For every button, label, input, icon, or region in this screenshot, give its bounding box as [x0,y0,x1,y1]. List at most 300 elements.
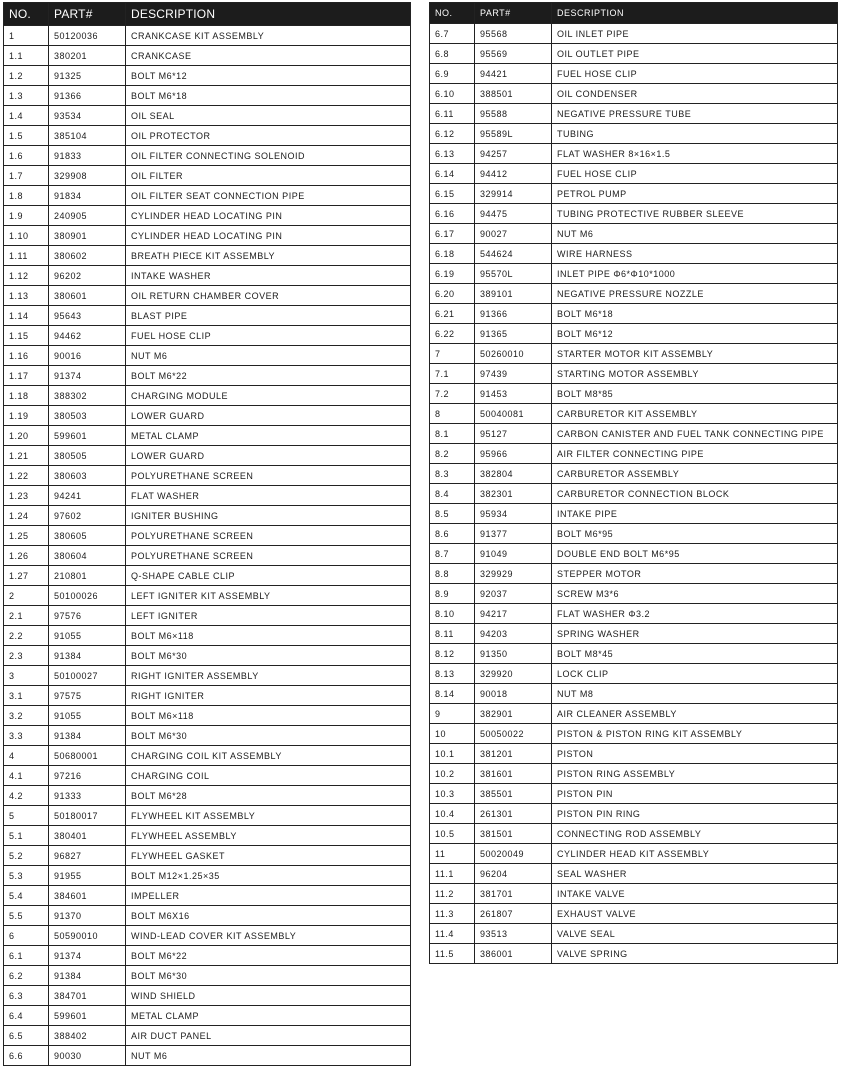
cell-no: 6 [4,926,49,946]
cell-part-number: 380201 [49,46,126,66]
table-row [4,246,411,266]
cell-no: 5.3 [4,866,49,886]
table-row [4,26,411,46]
cell-no: 1.9 [4,206,49,226]
cell-description: CARBON CANISTER AND FUEL TANK CONNECTING PIPE [552,424,838,444]
cell-part-number: 92037 [475,584,552,604]
table-row [4,266,411,286]
cell-part-number: 97439 [475,364,552,384]
cell-part-number: 94241 [49,486,126,506]
cell-description: POLYURETHANE SCREEN [126,526,411,546]
cell-part-number: 381601 [475,764,552,784]
cell-description: PISTON PIN [552,784,838,804]
cell-description: FLYWHEEL ASSEMBLY [126,826,411,846]
table-row [4,546,411,566]
cell-description: NEGATIVE PRESSURE NOZZLE [552,284,838,304]
cell-no: 8.10 [430,604,475,624]
cell-no: 6.10 [430,84,475,104]
cell-no: 2.2 [4,626,49,646]
cell-description: PETROL PUMP [552,184,838,204]
cell-part-number: 50100026 [49,586,126,606]
cell-part-number: 50120036 [49,26,126,46]
cell-no: 1.4 [4,106,49,126]
cell-no: 8.7 [430,544,475,564]
cell-part-number: 382804 [475,464,552,484]
cell-part-number: 95588 [475,104,552,124]
cell-no: 1.17 [4,366,49,386]
table-row [4,506,411,526]
cell-part-number: 382901 [475,704,552,724]
cell-part-number: 91384 [49,646,126,666]
cell-description: IMPELLER [126,886,411,906]
cell-no: 4.1 [4,766,49,786]
header-description: DESCRIPTION [552,3,838,24]
cell-description: CONNECTING ROD ASSEMBLY [552,824,838,844]
table-row [430,484,838,504]
table-row [4,326,411,346]
table-row [4,306,411,326]
table-row [4,586,411,606]
cell-no: 3.1 [4,686,49,706]
table-row [430,844,838,864]
cell-part-number: 91325 [49,66,126,86]
table-row [4,566,411,586]
cell-no: 6.20 [430,284,475,304]
cell-description: BOLT M6×118 [126,626,411,646]
cell-part-number: 50260010 [475,344,552,364]
table-row [430,44,838,64]
cell-description: BLAST PIPE [126,306,411,326]
cell-no: 8.14 [430,684,475,704]
cell-description: FUEL HOSE CLIP [552,64,838,84]
cell-description: CRANKCASE KIT ASSEMBLY [126,26,411,46]
cell-description: PISTON & PISTON RING KIT ASSEMBLY [552,724,838,744]
cell-part-number: 91350 [475,644,552,664]
cell-part-number: 385104 [49,126,126,146]
cell-part-number: 94475 [475,204,552,224]
table-row [430,264,838,284]
cell-no: 8 [430,404,475,424]
cell-description: OIL SEAL [126,106,411,126]
cell-no: 10.5 [430,824,475,844]
cell-description: CRANKCASE [126,46,411,66]
cell-part-number: 240905 [49,206,126,226]
table-row [430,344,838,364]
cell-description: BOLT M6*30 [126,726,411,746]
cell-part-number: 91366 [49,86,126,106]
table-row [430,164,838,184]
table-row [4,1046,411,1066]
table-row [430,884,838,904]
cell-no: 8.11 [430,624,475,644]
table-row [4,746,411,766]
cell-no: 1.10 [4,226,49,246]
table-row [4,1006,411,1026]
cell-description: BOLT M12×1.25×35 [126,866,411,886]
cell-no: 6.12 [430,124,475,144]
cell-description: DOUBLE END BOLT M6*95 [552,544,838,564]
table-row [430,444,838,464]
cell-description: POLYURETHANE SCREEN [126,466,411,486]
cell-no: 1.23 [4,486,49,506]
cell-no: 2.3 [4,646,49,666]
cell-description: POLYURETHANE SCREEN [126,546,411,566]
cell-description: CHARGING COIL [126,766,411,786]
cell-part-number: 380604 [49,546,126,566]
table-row [430,84,838,104]
cell-description: LOCK CLIP [552,664,838,684]
cell-description: BOLT M6*22 [126,366,411,386]
cell-part-number: 388501 [475,84,552,104]
cell-no: 1.11 [4,246,49,266]
cell-part-number: 96827 [49,846,126,866]
cell-part-number: 50020049 [475,844,552,864]
cell-no: 11.2 [430,884,475,904]
cell-description: VALVE SPRING [552,944,838,964]
cell-part-number: 381201 [475,744,552,764]
cell-no: 6.4 [4,1006,49,1026]
cell-part-number: 261807 [475,904,552,924]
table-header-row [4,3,411,26]
cell-description: PISTON PIN RING [552,804,838,824]
cell-no: 5 [4,806,49,826]
table-row [4,686,411,706]
cell-part-number: 90030 [49,1046,126,1066]
cell-no: 7.2 [430,384,475,404]
cell-description: METAL CLAMP [126,426,411,446]
cell-part-number: 95570L [475,264,552,284]
cell-no: 7 [430,344,475,364]
cell-part-number: 380401 [49,826,126,846]
cell-part-number: 599601 [49,1006,126,1026]
cell-no: 6.15 [430,184,475,204]
cell-no: 11 [430,844,475,864]
cell-description: IGNITER BUSHING [126,506,411,526]
cell-part-number: 94462 [49,326,126,346]
cell-no: 6.16 [430,204,475,224]
cell-no: 6.19 [430,264,475,284]
cell-description: LOWER GUARD [126,446,411,466]
cell-part-number: 91055 [49,706,126,726]
cell-description: VALVE SEAL [552,924,838,944]
cell-part-number: 91055 [49,626,126,646]
table-row [430,524,838,544]
table-row [4,926,411,946]
table-row [4,526,411,546]
cell-no: 8.1 [430,424,475,444]
cell-no: 6.2 [4,966,49,986]
cell-description: CARBURETOR CONNECTION BLOCK [552,484,838,504]
table-row [4,846,411,866]
cell-part-number: 599601 [49,426,126,446]
cell-description: BOLT M6*28 [126,786,411,806]
table-row [430,864,838,884]
cell-description: OIL CONDENSER [552,84,838,104]
cell-no: 6.13 [430,144,475,164]
table-row [430,804,838,824]
cell-part-number: 91384 [49,966,126,986]
table-row [430,224,838,244]
table-row [430,204,838,224]
cell-part-number: 91374 [49,366,126,386]
cell-description: BOLT M6X16 [126,906,411,926]
cell-description: LEFT IGNITER KIT ASSEMBLY [126,586,411,606]
cell-description: OIL OUTLET PIPE [552,44,838,64]
table-row [430,464,838,484]
cell-description: STARTING MOTOR ASSEMBLY [552,364,838,384]
table-row [4,366,411,386]
cell-description: NUT M6 [552,224,838,244]
table-row [4,726,411,746]
cell-no: 6.8 [430,44,475,64]
cell-no: 8.9 [430,584,475,604]
table-row [430,364,838,384]
cell-no: 4 [4,746,49,766]
cell-no: 6.11 [430,104,475,124]
cell-part-number: 90016 [49,346,126,366]
cell-description: OIL PROTECTOR [126,126,411,146]
cell-description: OIL INLET PIPE [552,24,838,44]
cell-part-number: 97602 [49,506,126,526]
cell-part-number: 380605 [49,526,126,546]
cell-no: 7.1 [430,364,475,384]
table-row [4,126,411,146]
table-row [4,966,411,986]
cell-no: 1.24 [4,506,49,526]
cell-no: 10.1 [430,744,475,764]
table-row [430,64,838,84]
table-row [4,426,411,446]
cell-no: 6.5 [4,1026,49,1046]
table-row [4,826,411,846]
cell-no: 1.25 [4,526,49,546]
cell-no: 3.2 [4,706,49,726]
cell-part-number: 91377 [475,524,552,544]
cell-part-number: 380603 [49,466,126,486]
cell-part-number: 94217 [475,604,552,624]
cell-part-number: 95569 [475,44,552,64]
table-row [430,304,838,324]
header-no: NO. [4,3,49,26]
cell-part-number: 91366 [475,304,552,324]
cell-no: 8.5 [430,504,475,524]
cell-description: BOLT M6*18 [126,86,411,106]
cell-no: 1.1 [4,46,49,66]
cell-no: 9 [430,704,475,724]
cell-part-number: 91833 [49,146,126,166]
cell-part-number: 329929 [475,564,552,584]
cell-description: AIR FILTER CONNECTING PIPE [552,444,838,464]
parts-table-right [429,2,838,964]
cell-description: FUEL HOSE CLIP [552,164,838,184]
cell-no: 11.1 [430,864,475,884]
cell-description: WIRE HARNESS [552,244,838,264]
table-row [430,324,838,344]
cell-part-number: 388402 [49,1026,126,1046]
table-row [430,244,838,264]
cell-no: 1.2 [4,66,49,86]
cell-no: 3.3 [4,726,49,746]
cell-no: 10.4 [430,804,475,824]
cell-no: 1.20 [4,426,49,446]
header-no: NO. [430,3,475,24]
cell-part-number: 91384 [49,726,126,746]
cell-part-number: 95127 [475,424,552,444]
table-row [4,646,411,666]
table-row [430,604,838,624]
cell-no: 1.26 [4,546,49,566]
cell-no: 11.3 [430,904,475,924]
cell-no: 8.6 [430,524,475,544]
cell-part-number: 329908 [49,166,126,186]
table-row [430,724,838,744]
table-row [4,106,411,126]
cell-description: OIL FILTER SEAT CONNECTION PIPE [126,186,411,206]
table-row [430,824,838,844]
cell-no: 8.12 [430,644,475,664]
cell-description: INTAKE PIPE [552,504,838,524]
cell-description: RIGHT IGNITER [126,686,411,706]
cell-no: 3 [4,666,49,686]
table-row [4,946,411,966]
cell-part-number: 382301 [475,484,552,504]
table-row [4,286,411,306]
cell-part-number: 261301 [475,804,552,824]
cell-part-number: 91453 [475,384,552,404]
table-row [4,886,411,906]
cell-no: 5.5 [4,906,49,926]
cell-part-number: 97575 [49,686,126,706]
cell-description: WIND-LEAD COVER KIT ASSEMBLY [126,926,411,946]
cell-part-number: 50040081 [475,404,552,424]
cell-no: 1.7 [4,166,49,186]
cell-part-number: 91049 [475,544,552,564]
table-row [4,1026,411,1046]
table-row [4,86,411,106]
cell-no: 8.3 [430,464,475,484]
table-row [430,904,838,924]
table-row [4,386,411,406]
cell-no: 1.15 [4,326,49,346]
table-header-row [430,3,838,24]
table-row [430,944,838,964]
cell-part-number: 385501 [475,784,552,804]
cell-part-number: 96202 [49,266,126,286]
cell-no: 8.2 [430,444,475,464]
cell-description: LEFT IGNITER [126,606,411,626]
cell-part-number: 95643 [49,306,126,326]
cell-no: 4.2 [4,786,49,806]
cell-description: Q-SHAPE CABLE CLIP [126,566,411,586]
cell-description: CHARGING COIL KIT ASSEMBLY [126,746,411,766]
cell-part-number: 50180017 [49,806,126,826]
cell-part-number: 90018 [475,684,552,704]
table-row [4,206,411,226]
cell-part-number: 50590010 [49,926,126,946]
cell-no: 5.1 [4,826,49,846]
cell-no: 10.3 [430,784,475,804]
cell-part-number: 91374 [49,946,126,966]
cell-description: AIR CLEANER ASSEMBLY [552,704,838,724]
cell-part-number: 91333 [49,786,126,806]
table-row [430,924,838,944]
cell-no: 6.6 [4,1046,49,1066]
table-row [4,466,411,486]
cell-part-number: 381701 [475,884,552,904]
cell-part-number: 329914 [475,184,552,204]
table-row [430,284,838,304]
cell-description: METAL CLAMP [126,1006,411,1026]
table-row [430,564,838,584]
cell-description: FLAT WASHER 8×16×1.5 [552,144,838,164]
cell-part-number: 50680001 [49,746,126,766]
cell-no: 6.18 [430,244,475,264]
cell-no: 1 [4,26,49,46]
cell-description: BOLT M8*85 [552,384,838,404]
cell-part-number: 96204 [475,864,552,884]
cell-part-number: 97216 [49,766,126,786]
cell-description: SEAL WASHER [552,864,838,884]
cell-description: BOLT M8*45 [552,644,838,664]
table-row [430,504,838,524]
cell-description: SPRING WASHER [552,624,838,644]
table-row [430,144,838,164]
cell-no: 1.8 [4,186,49,206]
table-row [430,784,838,804]
cell-part-number: 329920 [475,664,552,684]
cell-description: AIR DUCT PANEL [126,1026,411,1046]
table-row [430,704,838,724]
table-row [430,744,838,764]
cell-part-number: 94257 [475,144,552,164]
cell-no: 1.22 [4,466,49,486]
cell-description: NUT M6 [126,346,411,366]
cell-description: NUT M8 [552,684,838,704]
cell-description: CYLINDER HEAD KIT ASSEMBLY [552,844,838,864]
table-row [430,764,838,784]
table-row [430,644,838,664]
cell-part-number: 210801 [49,566,126,586]
cell-part-number: 97576 [49,606,126,626]
table-row [4,666,411,686]
cell-part-number: 93513 [475,924,552,944]
cell-description: OIL RETURN CHAMBER COVER [126,286,411,306]
cell-part-number: 386001 [475,944,552,964]
cell-no: 6.7 [430,24,475,44]
table-row [4,766,411,786]
cell-description: BOLT M6*22 [126,946,411,966]
cell-part-number: 388302 [49,386,126,406]
table-row [4,66,411,86]
table-row [4,486,411,506]
cell-description: FLYWHEEL KIT ASSEMBLY [126,806,411,826]
cell-part-number: 91955 [49,866,126,886]
cell-no: 10 [430,724,475,744]
cell-part-number: 380505 [49,446,126,466]
cell-part-number: 381501 [475,824,552,844]
cell-description: INTAKE WASHER [126,266,411,286]
cell-description: BOLT M6*30 [126,966,411,986]
cell-description: INTAKE VALVE [552,884,838,904]
cell-description: NEGATIVE PRESSURE TUBE [552,104,838,124]
cell-part-number: 93534 [49,106,126,126]
table-row [430,544,838,564]
cell-description: FLAT WASHER Φ3.2 [552,604,838,624]
cell-part-number: 384601 [49,886,126,906]
cell-description: BREATH PIECE KIT ASSEMBLY [126,246,411,266]
cell-part-number: 91365 [475,324,552,344]
cell-part-number: 380503 [49,406,126,426]
